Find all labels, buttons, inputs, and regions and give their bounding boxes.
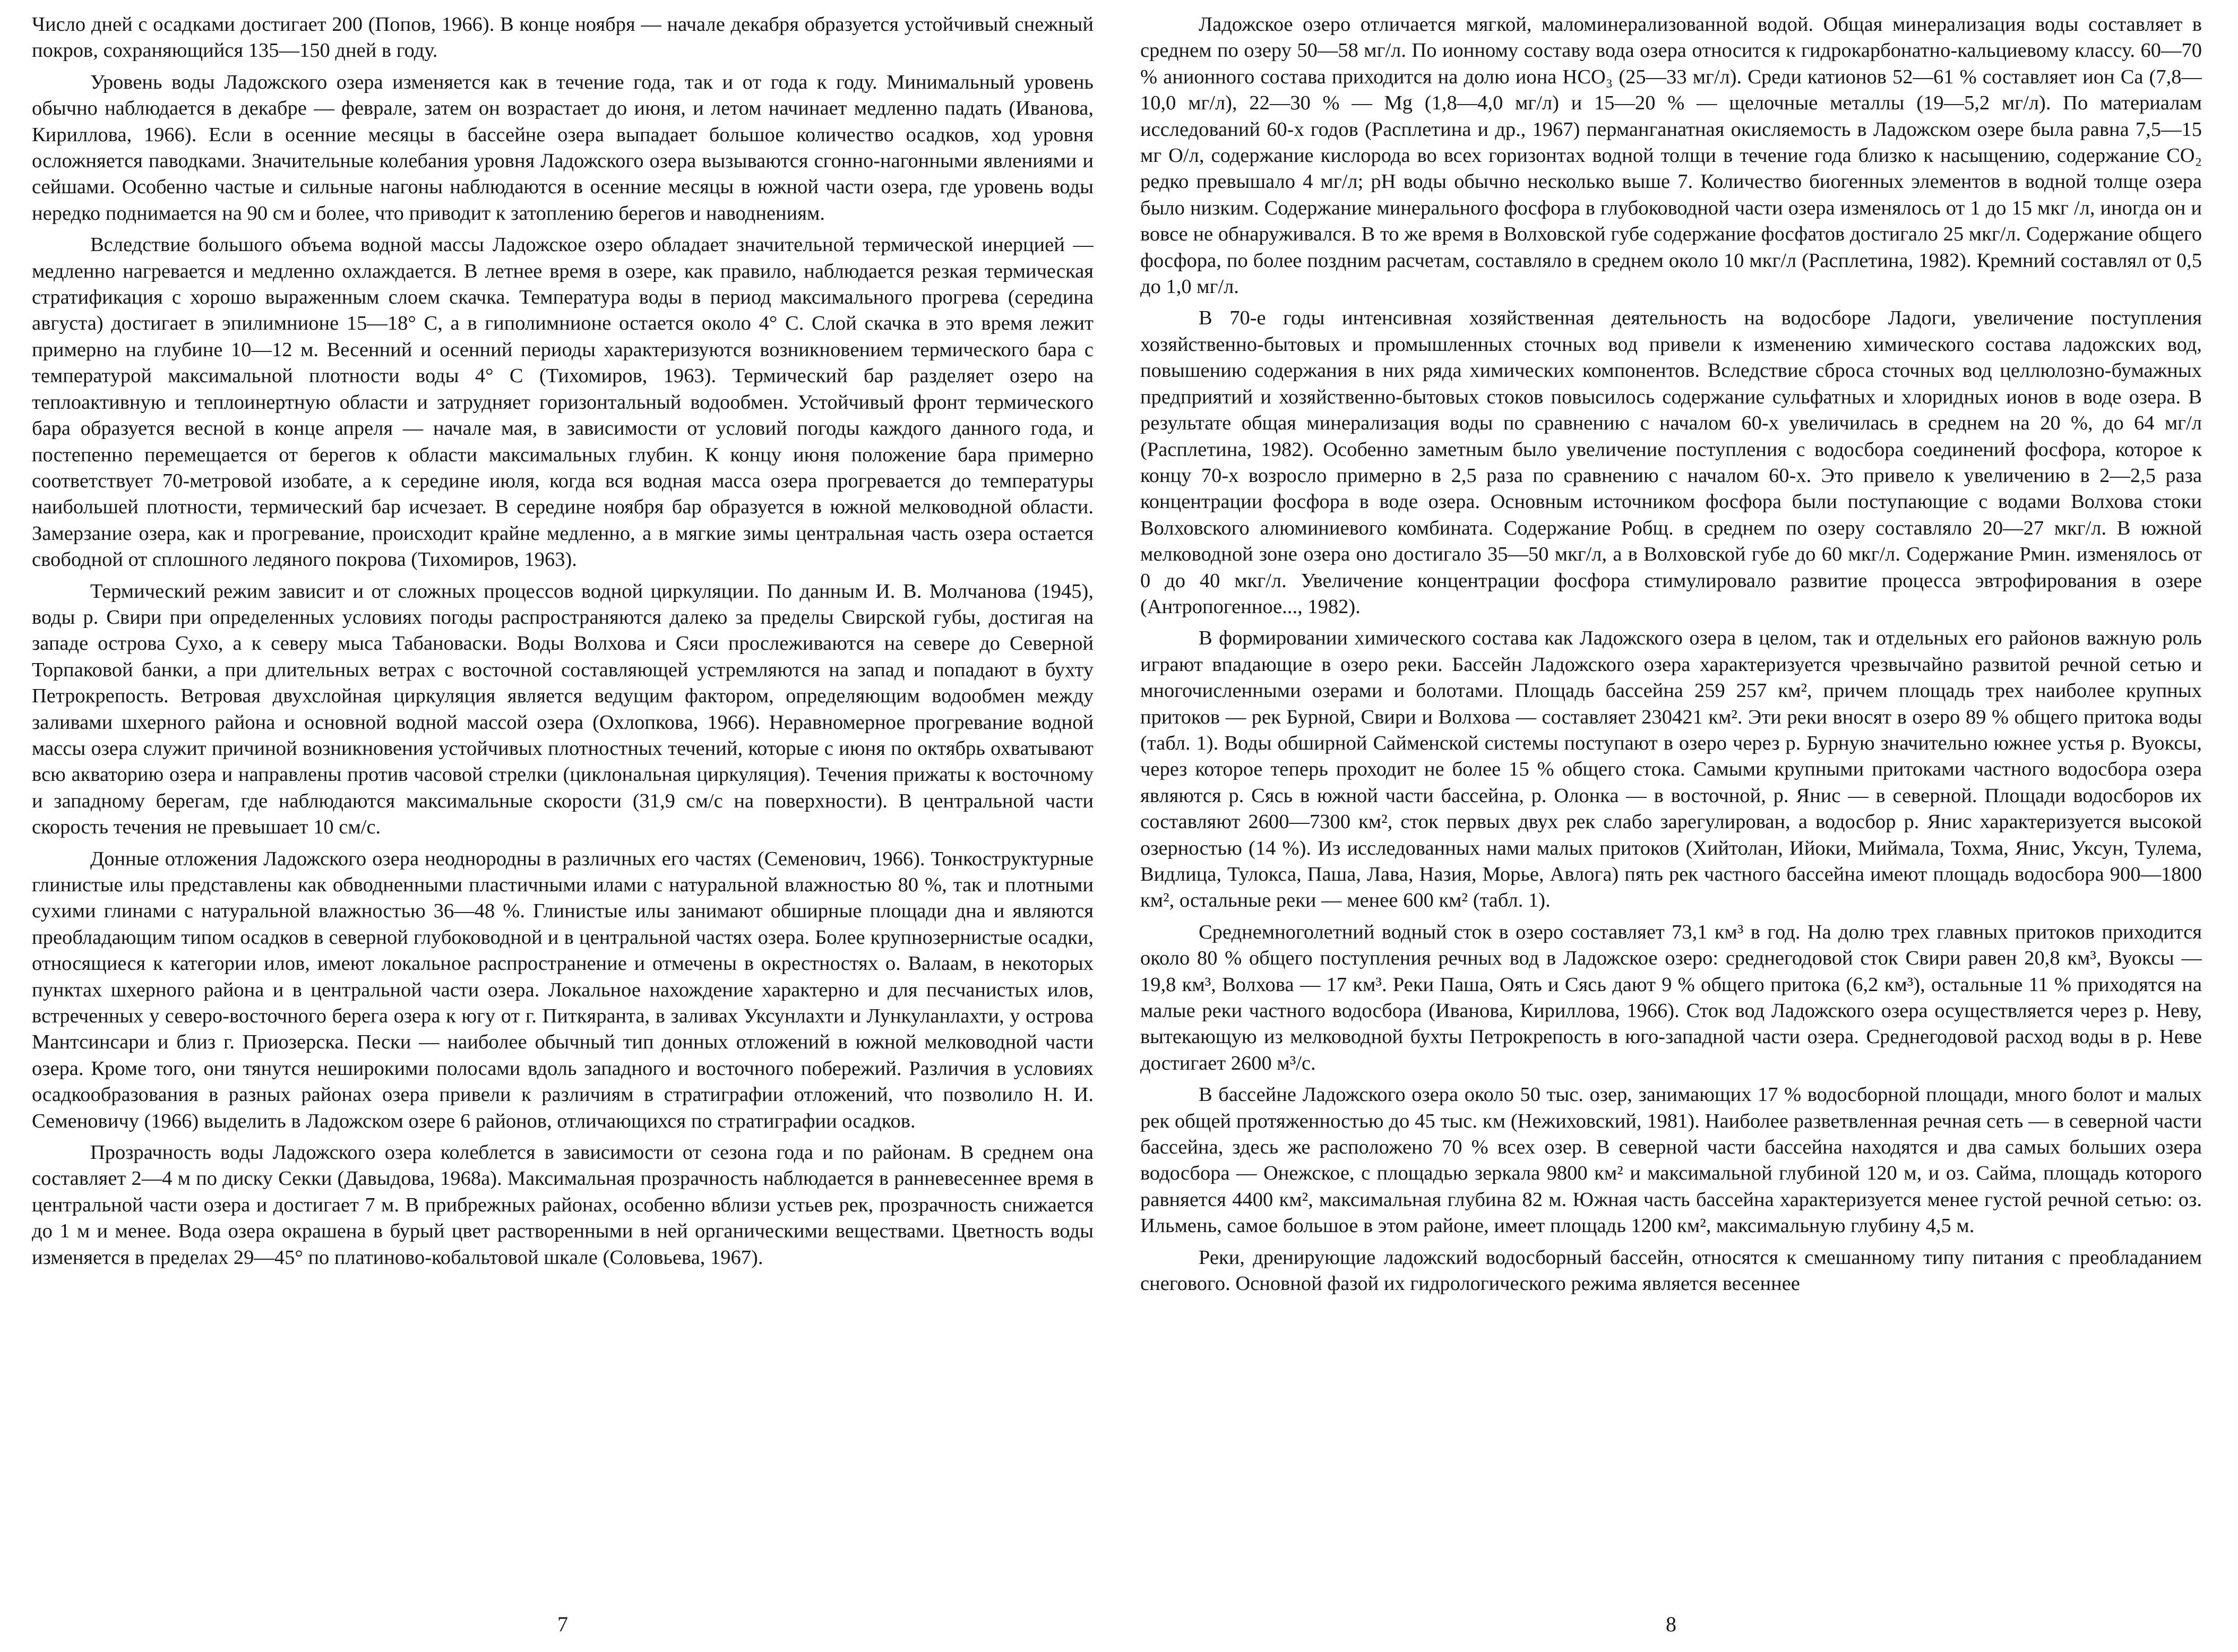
right-page bbox=[1140, 12, 2202, 1641]
left-paragraph-2: Уровень воды Ладожского озера изменяется как в течение года, так и от года к году. Минимальный уровень обычно наблюдается в декабре — феврале, затем он возрастает до июня, и летом начинает медленно падать (Иванова, Кириллова, 1966). Если в осенние месяцы в бассейне озера выпадает большое количество осадков, ход уровня осложняется паводками. Значительные колебания уровня Ладожского озера вызываются сгонно-нагонными явлениями и сейшами. Особенно частые и сильные нагоны наблюдаются в осенние месяцы в южной части озера, где уровень воды нередко поднимается на 90 см и более, что приводит к затоплению берегов и наводнениям. bbox=[32, 71, 1094, 225]
left-paragraph-3: Вследствие большого объема водной массы Ладожское озеро обладает значительной термической инерцией — медленно нагревается и медленно охлаждается. В летнее время в озере, как правило, наблюдается резкая термическая стратификация с хорошо выраженным слоем скачка. Температура воды в период максимального прогрева (середина августа) достигает в эпилимнионе 15—18° С, а в гиполимнионе остается около 4° С. Слой скачка в это время лежит примерно на глубине 10—12 м. Весенний и осенний периоды характеризуются возникновением термического бара с температурой максимальной плотности воды 4° С (Тихомиров, 1963). Термический бар разделяет озеро на теплоактивную и теплоинертную области и затрудняет горизонтальный водообмен. Устойчивый фронт термического бара образуется весной в конце апреля — начале мая, в зависимости от условий погоды каждого данного года, и постепенно перемещается от берегов к области максимальных глубин. К концу июня положение бара примерно соответствует 70-метровой изобате, а к середине июля, когда вся водная масса озера прогревается до температуры наибольшей плотности, термический бар исчезает. В середине ноября бар образуется в южной мелководной области. Замерзание озера, как и прогревание, происходит крайне медленно, а в мягкие зимы центральная часть озера остается свободной от сплошного ледяного покрова (Тихомиров, 1963). bbox=[32, 234, 1094, 571]
left-paragraph-1: Число дней с осадками достигает 200 (Попов, 1966). В конце ноября — начале декабря образуется устойчивый снежный покров, сохраняющийся 135—150 дней в году. bbox=[32, 13, 1094, 62]
left-page-text bbox=[32, 12, 1094, 1583]
right-paragraph-5: В бассейне Ладожского озера около 50 тыс. озер, занимающих 17 % водосборной площади, много болот и малых рек общей протяженностью до 45 тыс. км (Нежиховский, 1981). Наиболее разветвленная речная сеть — в северной части бассейна, здесь же расположено 70 % всех озер. В северной части бассейна находятся и два самых больших озера водосбора — Онежское, с площадью зеркала 9800 км² и максимальной глубиной 120 м, и оз. Сайма, площадь которого равняется 4400 км², максимальная глубина 82 м. Южная часть бассейна характеризуется менее густой речной сетью: оз. Ильмень, самое большое в этом районе, имеет площадь 1200 км², максимальную глубину 4,5 м. bbox=[1140, 1083, 2202, 1237]
right-paragraph-4: Среднемноголетний водный сток в озеро составляет 73,1 км³ в год. На долю трех главных притоков приходится около 80 % общего поступления речных вод в Ладожское озеро: среднегодовой сток Свири равен 20,8 км³, Вуоксы — 19,8 км³, Волхова — 17 км³. Реки Паша, Оять и Сясь дают 9 % общего притока (6,2 км³), остальные 11 % приходятся на малые реки частного водосбора (Иванова, Кириллова, 1966). Сток вод Ладожского озера осуществляется через р. Неву, вытекающую из мелководной бухты Петрокрепость в юго-западной части озера. Среднегодовой расход воды в р. Неве достигает 2600 м³/с. bbox=[1140, 920, 2202, 1074]
right-page-text bbox=[1140, 12, 2202, 1583]
left-page bbox=[32, 12, 1094, 1641]
left-paragraph-6: Прозрачность воды Ладожского озера колеблется в зависимости от сезона года и по районам. В среднем она составляет 2—4 м по диску Секки (Давыдова, 1968а). Максимальная прозрачность наблюдается в ранневесеннее время в центральной части озера и достигает 7 м. В прибрежных районах, особенно вблизи устьев рек, прозрачность снижается до 1 м и менее. Вода озера окрашена в бурый цвет растворенными в ней органическими веществами. Цветность воды изменяется в пределах 29—45° по платиново-кобальтовой шкале (Соловьева, 1967). bbox=[32, 1141, 1094, 1269]
right-paragraph-3: В формировании химического состава как Ладожского озера в целом, так и отдельных его районов важную роль играют впадающие в озеро реки. Бассейн Ладожского озера характеризуется чрезвычайно развитой речной сетью и многочисленными озерами и болотами. Площадь бассейна 259 257 км², причем площадь трех наиболее крупных притоков — рек Бурной, Свири и Волхова — составляет 230421 км². Эти реки вносят в озеро 89 % общего притока воды (табл. 1). Воды обширной Сайменской системы поступают в озеро через р. Бурную значительно южнее устья р. Вуоксы, через которое теперь проходит не более 15 % общего стока. Самыми крупными притоками частного водосбора озера являются р. Сясь в южной части бассейна, р. Олонка — в восточной, р. Янис — в северной. Площади водосборов их составляют 2600—7300 км², сток первых двух рек слабо зарегулирован, а водосбор р. Янис характеризуется высокой озерностью (14 %). Из исследованных нами малых притоков (Хийтолан, Ийоки, Миймала, Тохма, Янис, Уксун, Тулема, Видлица, Тулокса, Паша, Лава, Назия, Морье, Авлога) пять рек частного бассейна имеют площадь водосбора 900—1800 км², остальные реки — менее 600 км² (табл. 1). bbox=[1140, 627, 2202, 912]
right-paragraph-1: Ладожское озеро отличается мягкой, маломинерализованной водой. Общая минерализация воды составляет в среднем по озеру 50—58 мг/л. По ионному составу вода озера относится к гидрокарбонатно-кальциевому классу. 60—70 % анионного состава приходится на долю иона НСО₃ (25—33 мг/л). Среди катионов 52—61 % составляет ион Са (7,8—10,0 мг/л), 22—30 % — Mg (1,8—4,0 мг/л) и 15—20 % — щелочные металлы (19—5,2 мг/л). По материалам исследований 60-х годов (Расплетина и др., 1967) перманганатная окисляемость в Ладожском озере была равна 7,5—15 мг О/л, содержание кислорода во всех горизонтах водной толщи в течение года близко к насыщению, содержание СО₂ редко превышало 4 мг/л; рН воды обычно несколько выше 7. Количество биогенных элементов в водной толще озера было низким. Содержание минерального фосфора в глубоководной части озера изменялось от 1 до 15 мкг /л, иногда он и вовсе не обнаруживался. В то же время в Волховской губе содержание фосфатов достигало 25 мкг/л. Содержание общего фосфора, по более поздним расчетам, составляло в среднем около 10 мкг/л (Расплетина, 1982). Кремний составлял от 0,5 до 1,0 мг/л. bbox=[1140, 13, 2202, 298]
right-paragraph-2: В 70-е годы интенсивная хозяйственная деятельность на водосборе Ладоги, увеличение поступления хозяйственно-бытовых и промышленных сточных вод привели к изменению химического состава ладожских вод, повышению содержания в них ряда химических компонентов. Вследствие сброса сточных вод целлюлозно-бумажных предприятий и хозяйственно-бытовых стоков повысилось содержание сульфатных и хлоридных ионов в воде озера. В результате общая минерализация воды по сравнению с началом 60-х увеличилась в среднем на 20 %, до 64 мг/л (Расплетина, 1982). Особенно заметным было увеличение поступления с водосбора соединений фосфора, которое к концу 70-х возросло примерно в 2,5 раза по сравнению с началом 60-х. Это привело к увеличению в 2—2,5 раза концентрации фосфора в воде озера. Основным источником фосфора были поступающие с водами Волхова стоки Волховского алюминиевого комбината. Содержание Робщ. в среднем по озеру составляло 20—27 мкг/л. В южной мелководной зоне озера оно достигало 35—50 мкг/л, а в Волховской губе до 60 мкг/л. Содержание Рмин. изменялось от 0 до 40 мкг/л. Увеличение концентрации фосфора стимулировало развитие процесса эвтрофирования в озере (Антропогенное..., 1982). bbox=[1140, 307, 2202, 618]
right-page-number: 8 bbox=[1666, 1612, 1676, 1636]
left-paragraph-5: Донные отложения Ладожского озера неоднородны в различных его частях (Семенович, 1966). Тонкоструктурные глинистые илы представлены как обводненными пластичными илами с натуральной влажностью 80 %, так и плотными сухими глинами с натуральной влажностью 36—48 %. Глинистые илы занимают обширные площади дна и являются преобладающим типом осадков в северной глубоководной и в центральной частях озера. Более крупнозернистые осадки, относящиеся к категории илов, имеют локальное распространение и отмечены в окрестностях о. Валаам, в некоторых пунктах шхерного района и в центральной части озера. Локальное нахождение характерно и для песчанистых илов, встреченных у северо-восточного берега озера к югу от г. Питкяранта, в заливах Уксунлахти и Лункуланлахти, у острова Мантсинсари и близ г. Приозерска. Пески — наиболее обычный тип донных отложений в южной мелководной части озера. Кроме того, они тянутся неширокими полосами вдоль западного и восточного побережий. Различия в условиях осадкообразования в разных районах озера привели к различиям в стратиграфии отложений, что позволило Н. И. Семеновичу (1966) выделить в Ладожском озере 6 районов, отличающихся по стратиграфии осадков. bbox=[32, 847, 1094, 1132]
left-paragraph-4: Термический режим зависит и от сложных процессов водной циркуляции. По данным И. В. Молчанова (1945), воды р. Свири при определенных условиях погоды распространяются далеко за пределы Свирской губы, достигая на западе острова Сухо, а к северу мыса Табановаски. Воды Волхова и Сяси прослеживаются на севере до Северной Торпаковой банки, а при длительных ветрах с восточной составляющей устремляются на запад и попадают в бухту Петрокрепость. Ветровая двухслойная циркуляция является ведущим фактором, определяющим водообмен между заливами шхерного района и основной водной массой озера (Охлопкова, 1966). Неравномерное прогревание водной массы озера служит причиной возникновения устойчивых плотностных течений, которые с июня по октябрь охватывают всю акваторию озера и направлены против часовой стрелки (циклональная циркуляция). Течения прижаты к восточному и западному берегам, где наблюдаются максимальные скорости (31,9 см/с на поверхности). В центральной части скорость течения не превышает 10 см/с. bbox=[32, 580, 1094, 839]
right-paragraph-6: Реки, дренирующие ладожский водосборный бассейн, относятся к смешанному типу питания с преобладанием снегового. Основной фазой их гидрологического режима является весеннее bbox=[1140, 1246, 2202, 1295]
left-page-number: 7 bbox=[557, 1612, 568, 1636]
gutter bbox=[1115, 0, 1116, 1652]
